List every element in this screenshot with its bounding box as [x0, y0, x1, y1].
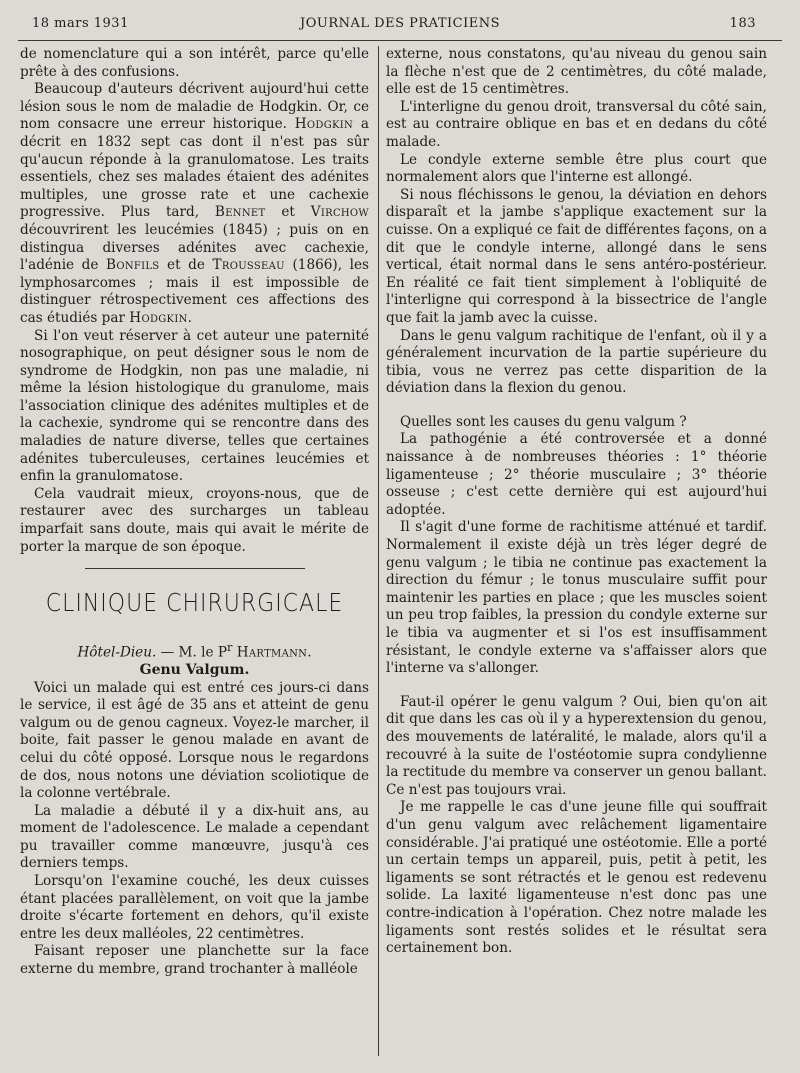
- paragraph: La maladie a débuté il y a dix-huit ans, au moment de l'adolescence. Le malade a cependant pu travailler comme manœuvre, jusqu'à ces derniers temps.: [20, 802, 369, 872]
- paragraph: externe, nous constatons, qu'au niveau du genou sain la flèche n'est que de 2 centimètres, du côté malade, elle est de 15 centimètres.: [386, 46, 767, 98]
- issue-date: 18 mars 1931: [32, 16, 129, 31]
- paragraph: L'interligne du genou droit, transversal du côté sain, est au contraire oblique en bas et en dedans du côté malade.: [386, 98, 767, 150]
- paragraph: Dans le genu valgum rachitique de l'enfant, où il y a généralement incurvation de la partie supérieure du tibia, vous ne verrez pas cette disparition de la déviation dans la flexion du genou.: [386, 327, 767, 397]
- question-heading: Quelles sont les causes du genu valgum ?: [400, 413, 687, 430]
- paragraph: Si l'on veut réserver à cet auteur une paternité nosographique, on peut désigner sous le nom de syndrome de Hodgkin, non pas une maladie, ni même la lésion histologique du granulome, mais l'association clinique des adénites multiples et de la cachexie, syndrome qui se rencontre dans des maladies de nature diverse, telles que certaines adénites tuberculeuses, certaines leucémies et enfin la granulomatose.: [20, 327, 369, 485]
- paragraph: Faut-il opérer le genu valgum ? Oui, bien qu'on ait dit que dans les cas où il y a hyperextension du genou, des mouvements de latéralité, le malade, alors qu'il a recouvré à la suite de l'ostéotomie supra condylienne la rectitude du membre va conserver un genou ballant. Ce n'est pas toujours vrai.: [386, 693, 767, 798]
- paragraph: Lorsqu'on l'examine couché, les deux cuisses étant placées parallèlement, on voit que la jambe droite s'écarte fortement en dehors, qu'il existe entre les deux malléoles, 22 centimètres.: [20, 873, 369, 942]
- header-rule: [18, 40, 782, 41]
- paragraph: Le condyle externe semble être plus court que normalement alors que l'interne est allongé.: [386, 151, 767, 186]
- right-column: [386, 46, 767, 958]
- byline: Hôtel-Dieu. — M. le $P^r$ Hartmann.: [77, 639, 312, 661]
- paragraph: La pathogénie a été controversée et a donné naissance à de nombreuses théories : 1° théorie ligamenteuse ; 2° théorie musculaire ; 3° théorie osseuse ; c'est cette dernière qui est aujourd'hui adoptée.: [386, 431, 767, 518]
- section-separator: [85, 568, 305, 569]
- page-number: 183: [729, 16, 756, 31]
- column-divider: [378, 46, 379, 1056]
- spacer: [386, 398, 767, 414]
- paragraph: de nomenclature qui a son intérêt, parce qu'elle prête à des confusions.: [20, 46, 369, 80]
- running-header: [24, 16, 776, 38]
- paragraph: Je me rappelle le cas d'une jeune fille qui souffrait d'un genu valgum avec relâchement ligamentaire considérable. J'ai pratiqué une ostéotomie. Elle a porté un certain temps un appareil, puis, petit à petit, les ligaments se sont rétractés et le genou est redevenu solide. La laxité ligamenteuse n'est donc pas une contre-indication à l'opération. Chez notre malade les ligaments sont restés solides et le résultat sera certainement bon.: [386, 799, 767, 957]
- journal-title: JOURNAL DES PRATICIENS: [300, 16, 500, 31]
- paragraph: Beaucoup d'auteurs décrivent aujourd'hui cette lésion sous le nom de maladie de Hodgkin. Or, ce nom consacre une erreur historique. Hodgkin a décrit en 1832 sept cas dont il n'est pas sûr qu'aucun réponde à la granulomatose. Les traits essentiels, chez ses malades étaient des adénites multiples, une grosse rate et une cachexie progressive. Plus tard, Bennet et Virchow découvrirent les leucémies (1845) ; puis on en distingua diverses adénites avec cachexie, l'adénie de Bonfils et de Trousseau (1866), les lymphosarcomes ; mais il est impossible de distinguer rétrospectivement ces affections des cas étudiés par Hodgkin.: [20, 81, 369, 326]
- spacer: [386, 678, 767, 694]
- paragraph: Si nous fléchissons le genou, la déviation en dehors disparaît et la jambe s'applique exactement sur la cuisse. On a expliqué ce fait de différentes façons, on a dit que le condyle interne, allongé dans le sens vertical, était normal dans le sens antéro-postérieur. En réalité ce fait tient simplement à l'obliquité de l'interligne qui correspond à la bissectrice de l'angle que fait la jamb avec la cuisse.: [386, 186, 767, 326]
- paragraph: Voici un malade qui est entré ces jours-ci dans le service, il est âgé de 35 ans et atteint de genu valgum ou de genou cagneux. Voyez-le marcher, il boite, fait passer le genou malade en avant de celui du côté opposé. Lorsque nous le regardons de dos, nous notons une déviation scoliotique de la colonne vertébrale.: [20, 679, 369, 802]
- section-title: CLINIQUE CHIRURGICALE: [45, 589, 344, 619]
- article-topic: Genu Valgum.: [139, 661, 250, 678]
- paragraph: Faisant reposer une planchette sur la face externe du membre, grand trochanter à malléole: [20, 943, 369, 978]
- paragraph: Cela vaudrait mieux, croyons-nous, que de restaurer avec des surcharges un tableau imparfait sans doute, mais qui avait le mérite de porter la marque de son époque.: [20, 485, 369, 555]
- paragraph: Il s'agit d'une forme de rachitisme atténué et tardif. Normalement il existe déjà un très léger degré de genu valgum ; le tibia ne continue pas exactement la direction du fémur ; le tonus musculaire suffit pour maintenir les parties en place ; que les muscles soient un peu trop faibles, la pression du condyle externe sur le tibia va augmenter et si l'os est insuffisamment résistant, le condyle externe va s'affaisser alors que l'interne va s'allonger.: [386, 519, 767, 677]
- left-column: [20, 46, 369, 979]
